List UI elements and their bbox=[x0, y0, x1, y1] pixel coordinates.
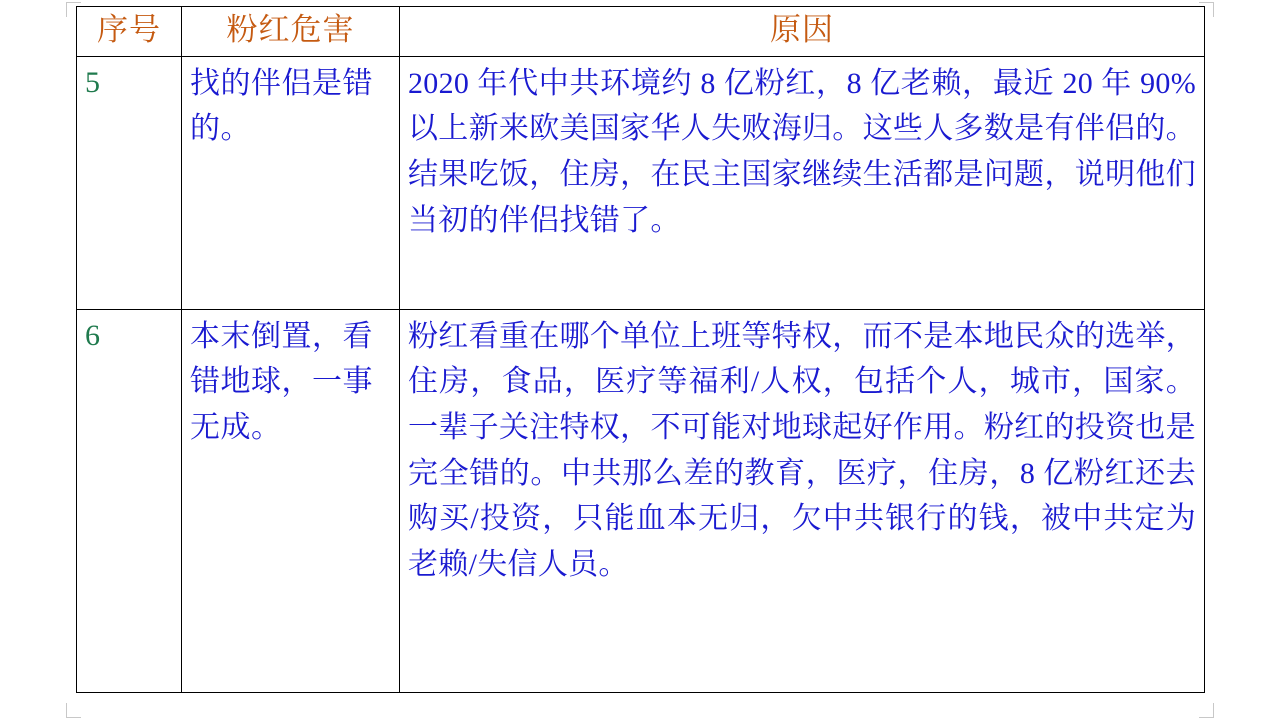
table-body bbox=[77, 56, 1205, 692]
cell-harm: 找的伴侣是错的。 bbox=[182, 56, 400, 309]
crop-mark-bottom-right bbox=[1199, 703, 1214, 718]
table-row bbox=[77, 309, 1205, 692]
pink-harm-table bbox=[76, 6, 1205, 693]
column-header-index: 序号 bbox=[77, 7, 182, 57]
cell-reason: 2020 年代中共环境约 8 亿粉红，8 亿老赖，最近 20 年 90%以上新来欧美国家华人失败海归。这些人多数是有伴侣的。结果吃饭，住房，在民主国家继续生活都是问题，说明他们当初的伴侣找错了。 bbox=[400, 56, 1205, 309]
crop-mark-bottom-left bbox=[66, 703, 81, 718]
table-container bbox=[76, 6, 1204, 693]
table-header bbox=[77, 7, 1205, 57]
cell-reason: 粉红看重在哪个单位上班等特权，而不是本地民众的选举，住房，食品，医疗等福利/人权，包括个人，城市，国家。一辈子关注特权，不可能对地球起好作用。粉红的投资也是完全错的。中共那么差的教育，医疗，住房，8 亿粉红还去购买/投资，只能血本无归，欠中共银行的钱，被中共定为老赖/失信人员。 bbox=[400, 309, 1205, 692]
cell-index: 5 bbox=[77, 56, 182, 309]
cell-index: 6 bbox=[77, 309, 182, 692]
column-header-reason: 原因 bbox=[400, 7, 1205, 57]
column-header-harm: 粉红危害 bbox=[182, 7, 400, 57]
table-row bbox=[77, 56, 1205, 309]
table-header-row bbox=[77, 7, 1205, 57]
cell-harm: 本末倒置，看错地球，一事无成。 bbox=[182, 309, 400, 692]
